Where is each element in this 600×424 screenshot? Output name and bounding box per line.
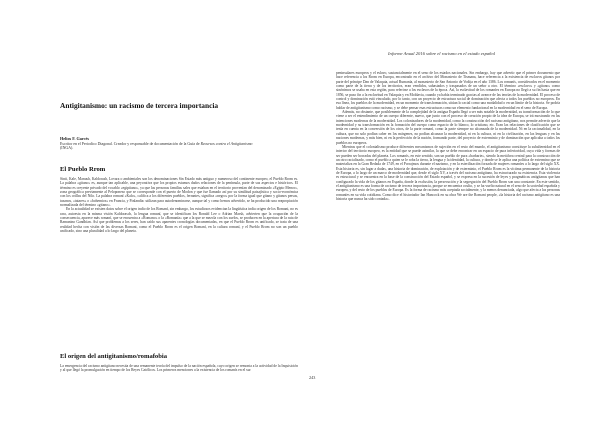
author-bio-guide-title: Recursos contra el Antigitanismo [200, 141, 253, 146]
author-bio-suffix: (INGA). [60, 146, 74, 151]
section-heading-pueblo-rrom: El Pueblo Rrom [60, 166, 106, 173]
section-body-pueblo-rrom [60, 177, 298, 233]
author-name: Helios F. Garcés [60, 136, 89, 141]
author-bio-prefix: Escritor en el Periodico Diagonal. Creador y responsable de documentación de la Guía de [60, 141, 201, 146]
paragraph: La emergencia del racismo antigitano necesita de una remanente teoría del impulso de la nación española, cuyo origen se remonta a la actividad de la Inquisición y al que llegó la promulgación en tiempo de los Reyes Católicos. Los primeros menciones a la existencia de los romanís en el sur [60, 364, 298, 373]
right-column-text [336, 71, 560, 201]
paragraph: peninsulares europeos y el eslavo, sustancialmente en el seno de los estados nacionales. Sin embargo, hay que advertir que el primer documento que hace referencia a los Rrom en Europa, encontrado en el archivo del Monasterio de Tismana, hace referencia a la existencia de esclavos gitanos por parte del príncipe Dan de Valaquia, actual Rumanía, al monasterio de San Antonio de Vodița en el año 1386. Los romanís, considerados en el momento como parte de la tierra y de los territorios, eran vendidos, subastados y traspasados de un señor a otro. El término «esclavo» y «gitano» como sinónimos se usaba en esta región, para referirse a los esclavos de la época. Así, la esclavitud de los romaníes en Europa no llegó a su fin hasta que en 1856, se puso fin a la esclavitud en Valaquia y en Moldavia, cuando ya había terminado gracias al avance de las teorías de la modernidad. El proceso de control y dominación está vinculado, por lo tanto, con un proyecto de estructura social de dominación que afecta a todos los pueblos no europeos. En esa línea, los pueblos de la modernidad, en un momento de transformación, sitúan lo racial como una modalidad o en un límite de la historia. Se podría hablar de antigitanismo como racismo, y se debe pensar esas estructuras como un elemento fundacional en la modernidad en el seno de Europa. [336, 71, 560, 110]
page-number: 243 [309, 375, 316, 380]
section-body-origen-antigitanismo [60, 364, 298, 373]
paragraph: Además, no obstante, que posiblemente de la complejidad de la antigua España llegó a ser más notable la modernidad, su transformación de lo que viene a ser el entendimiento de un cuerpo diferente, nuevo, que junto con el proceso de creación propio de la idea de Europa, se irá mostrando en las intenciones modernas de la modernidad. Los colonizadores de la modernidad, como la construcción del racismo antigitano, nos permite advertir que la modernidad y su transformación en la formación del cuerpo como espacio de lo blanco, lo cristiano, etc. Eran las relaciones de clasificación que se tenía en cuenta en la conversión de los otros, de la parte romaní, como la parte siempre no alcanzada de la modernidad. Ni en la racionalidad, en la cultura, que no solo podían caber en los márgenes, no podían alcanzar la modernidad, ni en la cultura, ni en la civilización, en las lenguas y en las naciones modernas, y más bien, ni en la perfección de la nación, formando parte, del proyecto de exterminio y de dominación que aplicaba a todos los pueblos no europeos. [336, 110, 560, 145]
article-title: Antigitanismo: un racismo de tercera importancia [60, 101, 219, 110]
author-bio [60, 142, 260, 151]
section-heading-origen-antigitanismo: El origen del antigitanismo/romafobia [60, 353, 168, 360]
paragraph: Mientras que el colonialismo produce diferentes mecanismos de sujeción en el resto del mundo, el antigitanismo constituye la subalternidad en el interior del territorio europeo, es la entidad que se puede asimilar, la que se debe encontrar en un espacio de pura inferioridad, cuya vida y formas de ser pueden ser borradas del planeta. Los romanís, en este sentido, son un pueblo de pura «barbarie», siendo la metáfora central para la construcción de un otro racializado, como el pueblo a quien se le roba la tierra, la lengua y la identidad, la cultura, y donde se le aplica una política de extermino que se materializa en la Gran Redada de 1749, en el Porrajmos durante el nazismo, y en la esterilización forzada de mujeres romaníes a lo largo del siglo XX. Esta historia es, sin lugar a dudas, una historia de dominación, de explotación y de exterminio, el Pueblo Rrom es la víctima permanente de la historia de Europa, a lo largo de un marco de modernidad que, desde el siglo XV, a través del racismo antigitano, ha estructurado su existencia. Esta violencia es estructural y se encuentra en la base de la construcción del Estado español, y se expresa en la sucesión de leyes y pragmáticas antigitanas que han configurado la vida de los gitanos en España, donde la exclusión, la persecución y la segregación del Pueblo Rrom son una constante. En este sentido, el antigitanismo es una forma de racismo de tercera importancia, porque se encuentra oculto, y se ha vuelto natural en el seno de la sociedad española y europea, y del resto de los pueblos de Europa. Es la forma de racismo más aceptada socialmente, y la menos denunciada, algo que afecta a las personas romaníes en su vida cotidiana. Como dice el historiador Ian Hancock en su obra We are the Romani people, «la historia del racismo antigitano es una historia que nunca ha sido contada». [336, 144, 560, 201]
paragraph: Sinti, Kale, Manush, Kaldorash, Lovara o ambientales son los denominaciones Sin Estado más antiguo y numeroso del continente europeo, el Pueblo Rrom es. La palabra «gitano» es, aunque tan aplicable, una peyorativa que los propios estamos dados relaciones de la península, parte de sus aspectos e históricos. El término es creyente privado del vocablo «egiptiano», ya que las personas familias sales que estaban en el territorio provenían del denominado «Egipto Menor», zona geográfica previamente al Peloponeso que se corresponde con el puerto de Modon y que fue llamado así por su similitud paisajística y socio-económica con los orillas del Nilo. La palabra romaní «Kalo», califica a los diferentes pueblos, ferrantes, significa «negro» por la forma igual que gitano y gitanos persas, tusanos, «tatares» o «bohemios» en Francia, y Finlandia: utilizan para autodenominarse, aunque tal y como hemos advertido, se ha producido una reapropiación normalizada del término «gitano». [60, 177, 298, 208]
running-header: Informe Anual 2016 sobre el racismo en el estado español [388, 51, 496, 56]
paragraph: En la actualidad se existen datos sobre el origen indio de los Romaní, sin embargo, los estudiosos evidencian la lingüística india origen de los Romani, no es rara, autoesta en la misma visión Kaldorasch, la lengua romaní, que se identifican los Ronald Lee o Adrian Marsh, advierten que la ocupación de la consecuencia, aparece más romaní, que se encuentra a «Romano» o la «Romanía» que a la que se mezcla con los suelos, se producen en la apertura de la ruta de Ramanino Gandhían. Así que problemas a los seres, han caído sus aparentes cronologías documentadas, en que el Pueblo Rrom es unificado, se trata de una realidad hecha con visión de las diversas Romani, como el Pueblo Rrom es el origen Romaní, en la cultura romaní, y el Pueblo Rrom no son un pueblo unificado, sino una pluralidad a lo largo del planeta. [60, 207, 298, 234]
